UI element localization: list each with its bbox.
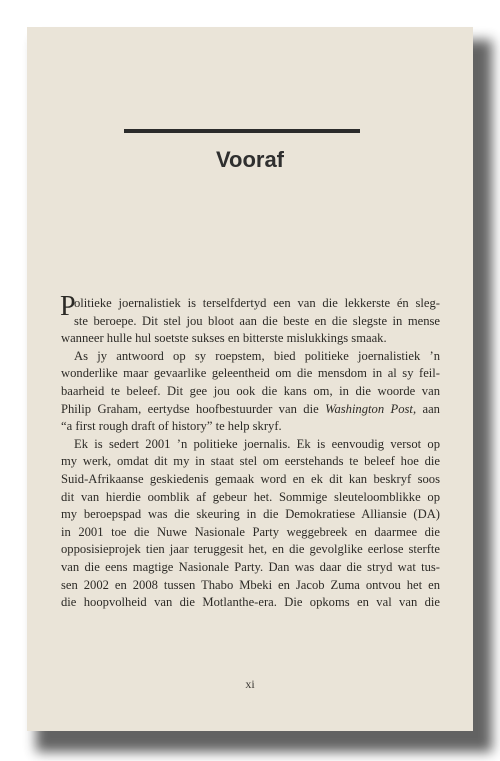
paragraph-1 [60, 291, 440, 348]
chapter-title: Vooraf [215, 147, 285, 172]
text-line-with-italic: Philip Graham, eertydse hoofbestuurder van die Washington Post, aan [61, 401, 440, 416]
text-line: Suid-Afrikaanse geskiedenis gemaak word en ek dit kan beskryf soos [61, 471, 440, 486]
text-line: wonderlike maar gevaarlike geleentheid om die mensdom in al sy feil- [61, 366, 440, 381]
text-line: Ek is sedert 2001 ’n politieke joernalis. Ek is eenvoudig versot op [74, 436, 440, 451]
text-line: die hoopvolheid van die Motlanthe-era. Die opkoms en val van die [61, 595, 440, 610]
paragraph-3 [61, 436, 440, 612]
text-line: As jy antwoord op sy roepstem, bied politieke joernalistiek ’n [74, 348, 440, 363]
text-line: ste beroepe. Dit stel jou bloot aan die beste en die slegste in mense [74, 313, 440, 328]
paragraph-2 [61, 348, 440, 436]
text-line: baarheid te beleef. Dit gee jou ook die kans om, in die woorde van [61, 383, 440, 398]
text-line: my werk, omdat dit my in staat stel om eerstehands te beleef hoe die [61, 454, 440, 469]
text-line: van die eens magtige Nasionale Party. Dan was daar die stryd wat tus- [61, 559, 440, 574]
page-number: xi [245, 677, 255, 691]
text-line: wanneer hulle hul soetste sukses en bitterste mislukkings smaak. [61, 331, 387, 346]
text-line: opposisieprojek tien jaar teruggesit het, en die gevolglike eerlose sterfte [61, 542, 440, 557]
text-line: dit van hierdie oomblik af gebeur het. Sommige sleuteloomblikke op [61, 489, 440, 504]
drop-cap: P [60, 291, 76, 322]
text-line: olitieke joernalistiek is terselfdertyd een van die lekkerste én sleg- [74, 296, 440, 310]
body-text [60, 291, 440, 612]
text-line: my beroepspad was die skeuring in die Demokratiese Alliansie (DA) [61, 507, 440, 522]
text-line: sen 2002 en 2008 tussen Thabo Mbeki en Jacob Zuma ontvou het en [61, 577, 440, 592]
text-line: “a first rough draft of history” te help skryf. [61, 419, 282, 434]
publication-name: Washington Post [325, 401, 413, 416]
book-page [27, 27, 473, 731]
text-line: in 2001 toe die Nuwe Nasionale Party weggebreek en daarmee die [61, 524, 440, 539]
chapter-rule [124, 129, 360, 133]
